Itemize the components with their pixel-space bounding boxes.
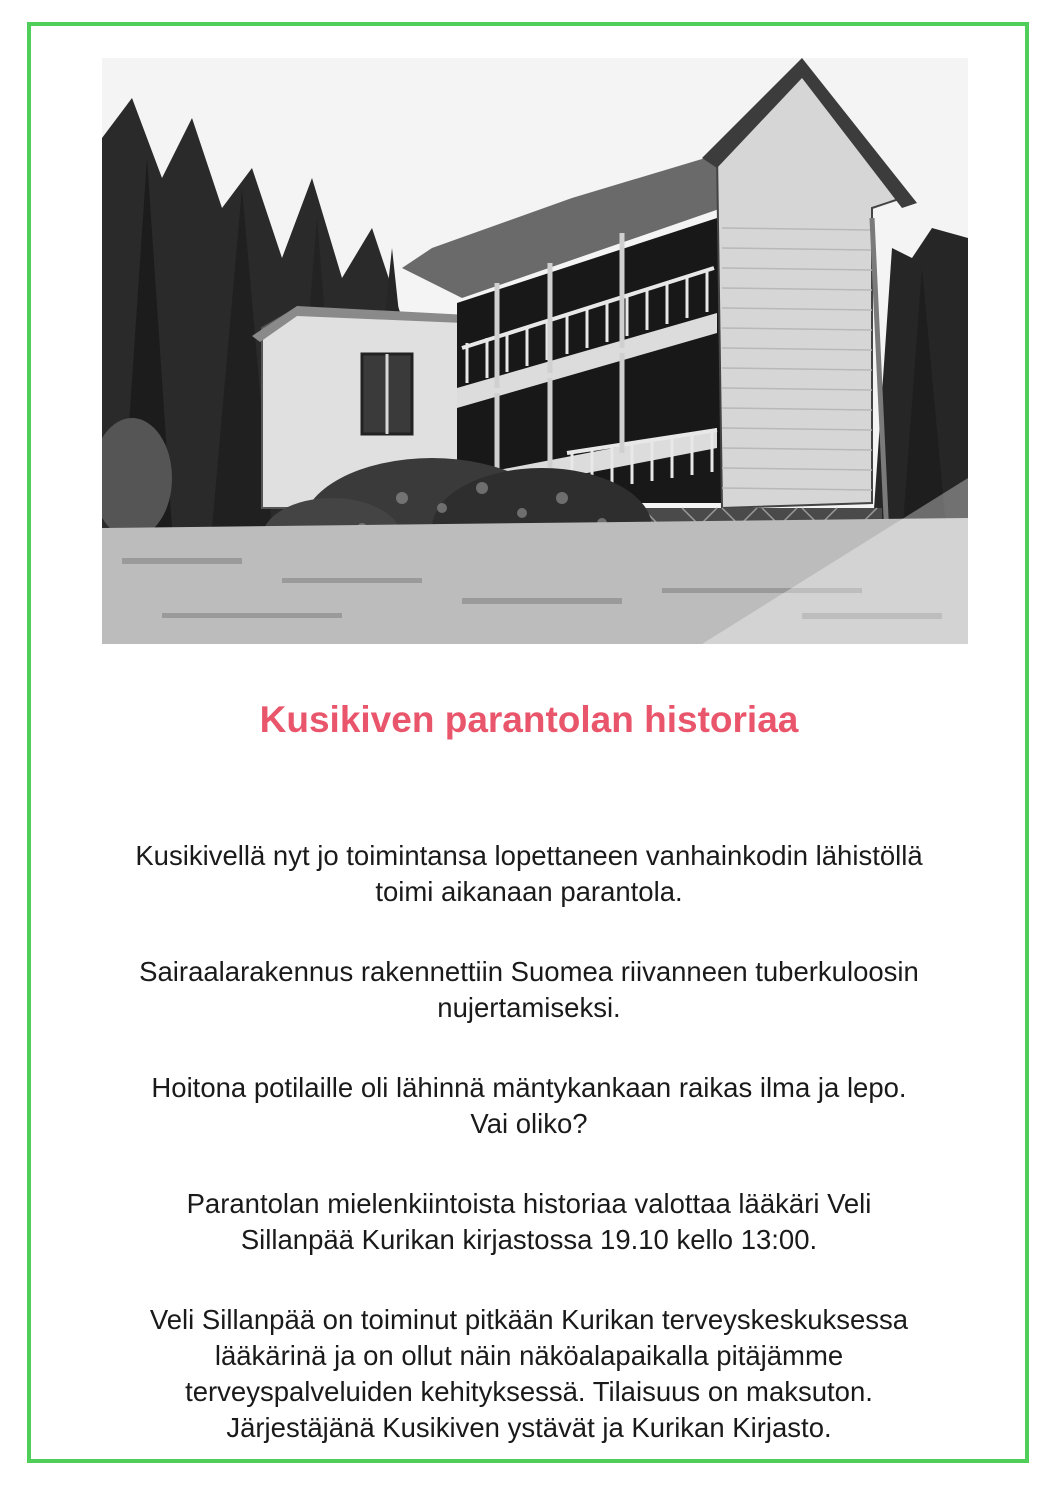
- text-line: Parantolan mielenkiintoista historiaa valottaa lääkäri Veli: [186, 1188, 872, 1219]
- paragraph-2: [40, 954, 1018, 1026]
- page-title: Kusikiven parantolan historiaa: [259, 699, 799, 740]
- text-line: Sillanpää Kurikan kirjastossa 19.10 kello 13:00.: [240, 1224, 818, 1255]
- text-line: toimi aikanaan parantola.: [375, 876, 683, 907]
- text-line: Veli Sillanpää on toiminut pitkään Kurikan terveyskeskuksessa: [149, 1304, 909, 1335]
- text-line: Sairaalarakennus rakennettiin Suomea riivanneen tuberkuloosin: [139, 956, 919, 987]
- text-line: Hoitona potilaille oli lähinnä mäntykankaan raikas ilma ja lepo.: [151, 1072, 907, 1103]
- text-line: Kusikivellä nyt jo toimintansa lopettaneen vanhainkodin lähistöllä: [135, 840, 923, 871]
- text-line: lääkärinä ja on ollut näin näköalapaikalla pitäjämme: [214, 1340, 844, 1371]
- sanatorium-photo: [102, 58, 968, 644]
- paragraph-5: [40, 1302, 1018, 1446]
- paragraph-3: [40, 1070, 1018, 1142]
- paragraph-1: [40, 838, 1018, 910]
- text-line: Järjestäjänä Kusikiven ystävät ja Kurikan Kirjasto.: [226, 1412, 832, 1443]
- body-text: [40, 838, 1018, 1490]
- paragraph-4: [40, 1186, 1018, 1258]
- text-line: terveyspalveluiden kehityksessä. Tilaisuus on maksuton.: [185, 1376, 873, 1407]
- text-line: nujertamiseksi.: [437, 992, 621, 1023]
- text-line: Vai oliko?: [470, 1108, 588, 1139]
